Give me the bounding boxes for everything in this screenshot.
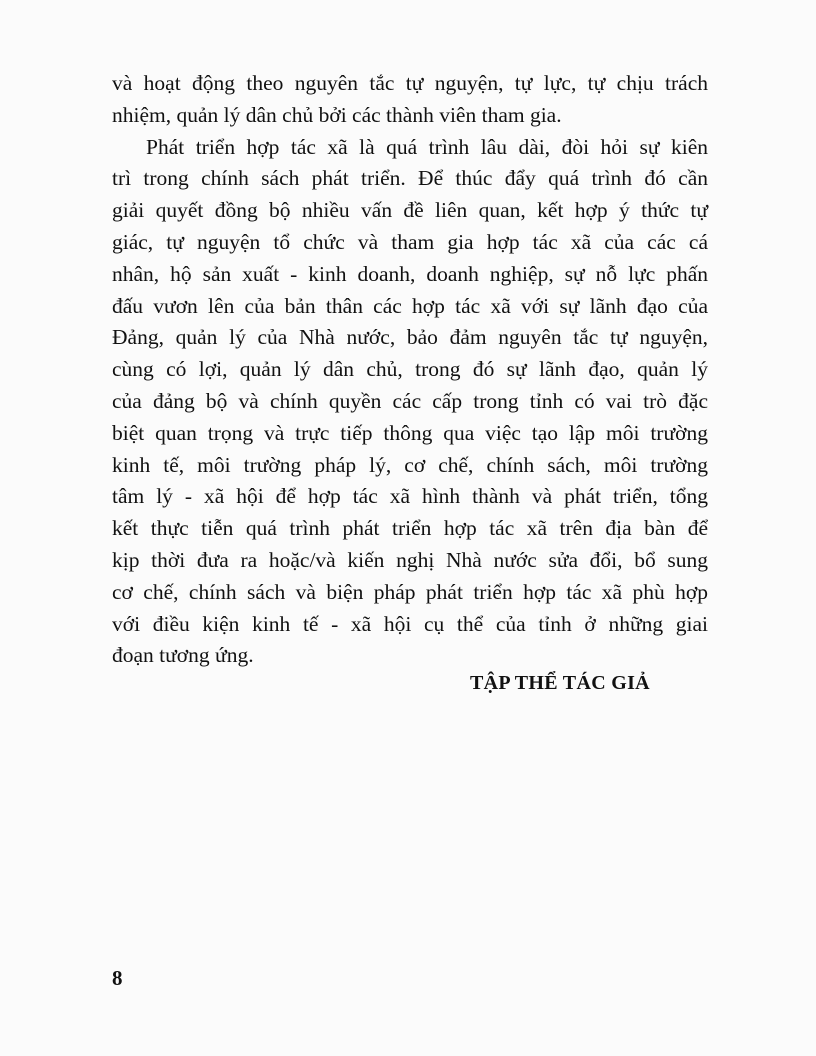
text-line: của đảng bộ và chính quyền các cấp trong tỉnh có vai trò đặc [112,388,708,413]
author-signature: TẬP THỂ TÁC GIẢ [470,672,650,694]
body-text [112,68,708,672]
text-line: giải quyết đồng bộ nhiều vấn đề liên quan, kết hợp ý thức tự [112,198,708,223]
text-line: kết thực tiễn quá trình phát triển hợp tác xã trên địa bàn để [112,516,708,541]
text-line: giác, tự nguyện tổ chức và tham gia hợp tác xã của các cá [112,229,708,254]
text-line: đoạn tương ứng. [112,643,254,668]
text-line: trì trong chính sách phát triển. Để thúc đẩy quá trình đó cần [112,166,708,191]
page-number: 8 [112,966,123,990]
text-line: đấu vươn lên của bản thân các hợp tác xã với sự lãnh đạo của [112,293,708,318]
text-line: Đảng, quản lý của Nhà nước, bảo đảm nguyên tắc tự nguyện, [112,325,708,350]
text-line: tâm lý - xã hội để hợp tác xã hình thành và phát triển, tổng [112,484,708,509]
text-line: biệt quan trọng và trực tiếp thông qua việc tạo lập môi trường [112,420,708,445]
text-line: với điều kiện kinh tế - xã hội cụ thể của tỉnh ở những giai [112,611,708,636]
text-line: Phát triển hợp tác xã là quá trình lâu dài, đòi hỏi sự kiên [146,134,708,159]
text-line: kinh tế, môi trường pháp lý, cơ chế, chính sách, môi trường [112,452,708,477]
text-line: kịp thời đưa ra hoặc/và kiến nghị Nhà nước sửa đổi, bổ sung [112,547,708,572]
text-line: cùng có lợi, quản lý dân chủ, trong đó sự lãnh đạo, quản lý [112,357,708,382]
text-line: nhân, hộ sản xuất - kinh doanh, doanh nghiệp, sự nỗ lực phấn [112,261,708,286]
text-line: và hoạt động theo nguyên tắc tự nguyện, tự lực, tự chịu trách [112,71,708,95]
text-line: cơ chế, chính sách và biện pháp phát triển hợp tác xã phù hợp [112,579,708,604]
text-line: nhiệm, quản lý dân chủ bởi các thành viên tham gia. [112,102,562,127]
